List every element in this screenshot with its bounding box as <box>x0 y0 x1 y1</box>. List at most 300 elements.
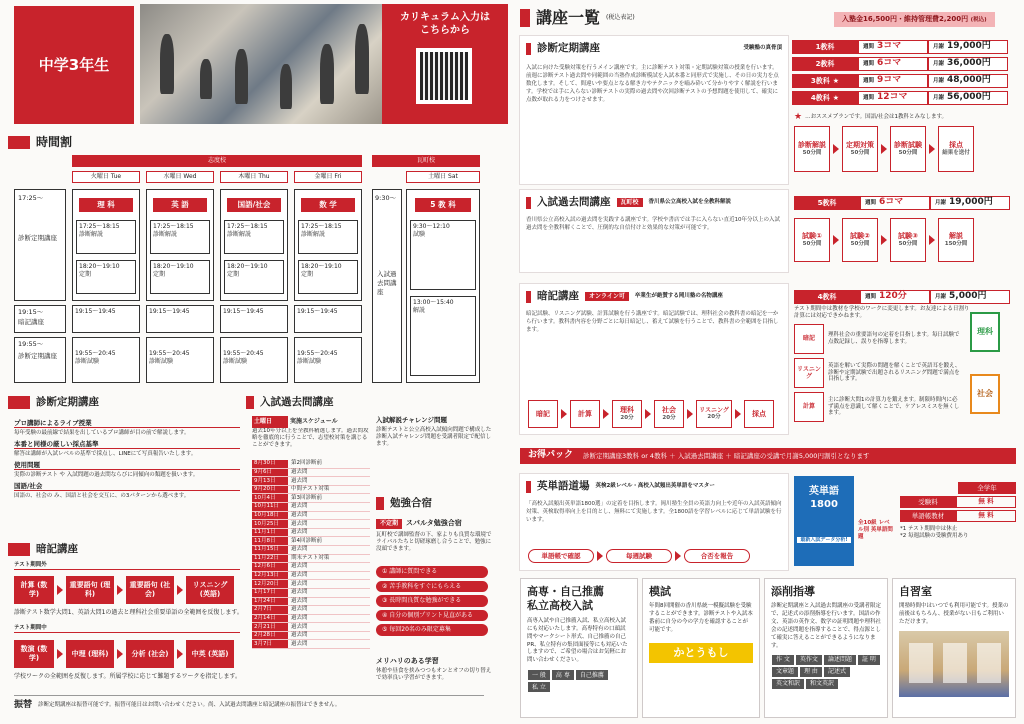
memo-side-label: 暗記 <box>794 324 824 354</box>
hero <box>0 0 512 128</box>
memo-cell-thu: 19:15〜19:45 <box>220 305 288 333</box>
cell-sub: 解説 <box>413 306 426 314</box>
schedule-item: 過去問 <box>291 563 308 570</box>
book-sub: 最新入試データ分析! <box>797 537 851 543</box>
schedule-row <box>252 640 370 649</box>
diag-items <box>14 416 240 534</box>
card-pill: 高 専 <box>552 670 574 680</box>
card-mock <box>642 578 760 718</box>
memo-during-note: 学校ワークの全範囲を反復します。所属学校に応じて難題するワークを指定します。 <box>14 673 242 680</box>
cell-time: 17:25〜18:15 <box>301 223 342 230</box>
schedule-item: 過去問 <box>291 589 308 596</box>
eng-note: *1 テスト期間中は休止 <box>900 526 958 533</box>
day-tue: 火曜日 Tue <box>72 171 140 183</box>
schedule-date: 9月13日 <box>252 477 288 485</box>
card-selfstudy <box>892 578 1016 718</box>
diag-prices <box>792 40 1014 108</box>
month-label: 月謝 <box>933 43 945 50</box>
schedule-row <box>252 623 370 632</box>
flow-step: 採点 <box>949 141 963 150</box>
card-title: 模試 <box>649 585 671 598</box>
eng-table-label: 受験料 <box>900 496 956 508</box>
mock-logo: かとうもし <box>649 643 753 663</box>
thu-block <box>220 189 288 301</box>
cell-time: 18:20〜19:10 <box>227 263 268 270</box>
recommend-note: ★ …おススメプランです。国語/社会は1教科とみなします。 <box>794 112 948 122</box>
pack-text: 診断定期講座3教科 or 4教科 ＋ 入試過去問講座 ＋ 暗記講座の受講で月謝5,000円割引となります <box>583 451 870 460</box>
cell-time: 19:55〜20:45 <box>75 350 116 357</box>
cell-time: 17:25〜18:15 <box>153 223 194 230</box>
schedule-date: 12月6日 <box>252 563 288 571</box>
month-label: 月謝 <box>933 60 945 67</box>
swap-text: 診断定期講座は振替可能です。振替可能日はお問い合わせください。尚、入試過去問講座と暗記講座の振替はできません。 <box>38 702 341 709</box>
memo-course-tag: オンライン可 <box>585 292 629 302</box>
memo-heading <box>8 543 78 556</box>
schedule-date: 10月4日 <box>252 494 288 502</box>
schedule-date: 10月18日 <box>252 512 288 520</box>
flow-sub: 20分 <box>707 414 721 421</box>
schedule-date: 2月14日 <box>252 615 288 623</box>
camp-heading <box>376 497 432 510</box>
timetable-heading <box>8 135 72 150</box>
diag-course-desc: 入試に向けた受験対策を行うメイン講座です。主に診断テスト対策・定期試験対策の授業を行います。前週に診断テスト過去問や同範囲の当塾作成診断模試を入試本番と同形式で実施し、その日の実力を点数化します。そして、間違いや要点となる解き方やテクニックを嚙み砕いて分かりやすく解説を行います。学校では手に入らない診断テストの実際の過去問や次回診断テストの予想問題を使用して、確実に点数が取れる力をつけさせます。 <box>526 65 779 103</box>
card-title: 自習室 <box>899 585 932 598</box>
memo-outside-note: 診断テスト数学大問1、英語大問1の過去と理科社会重要単語の全範囲を反復します。 <box>14 609 243 616</box>
eng-note: *2 毎週試験の受験費用あり <box>900 533 969 540</box>
past-heading <box>246 396 334 409</box>
diag-flow <box>794 126 974 172</box>
flow-step: 解説 <box>949 232 963 241</box>
subject-english: 英 語 <box>153 198 207 212</box>
meri-text: 休憩や昼食を挟みつつもオンとオフの切り替えで効率良い学習ができます。 <box>376 667 492 681</box>
schedule-row <box>252 529 370 538</box>
day-sat: 土曜日 Sat <box>406 171 480 183</box>
diag-item-head: プロ講師によるライブ授業 <box>14 419 92 427</box>
memo-cell-fri: 19:15〜19:45 <box>294 305 362 333</box>
month-label: 月謝 <box>935 293 947 300</box>
diag-course-title: 診断定期講座 <box>537 42 600 54</box>
schedule-item: 過去問 <box>291 580 308 587</box>
flow-sub: 150分間 <box>944 240 968 247</box>
eng-table-value: 無 料 <box>956 510 1016 522</box>
memo-outside-label: テスト期間外 <box>14 562 240 570</box>
price-fee: 19,000円 <box>947 41 991 52</box>
flow-sub: 50分間 <box>802 149 822 156</box>
schedule-row <box>252 615 370 624</box>
right-page <box>512 0 1024 724</box>
cell-time: 19:55〜20:45 <box>149 350 190 357</box>
flow-step: 計算 (数学) <box>14 576 54 604</box>
camp-point: ② 苦手教科をすぐにもらえる <box>376 581 488 593</box>
study-room-photo <box>899 631 1009 697</box>
wed-block <box>146 189 214 301</box>
sat-name: 入試過去問講座 <box>377 270 397 297</box>
challenge-title: 入試解説チャレンジ問題 <box>376 416 447 424</box>
cell-sub: 診断解説 <box>301 230 326 238</box>
sat-label <box>372 189 402 383</box>
row-diag-time: 17:25〜 <box>18 194 44 202</box>
card-pill: 作 文 <box>772 655 794 665</box>
schedule-item: 過去問 <box>291 503 308 510</box>
flow-step: 社会 <box>662 406 676 415</box>
schedule-date: 11月22日 <box>252 555 288 563</box>
eng-table-label: 単語帳教材 <box>900 510 956 522</box>
flow-step: 数演 (数学) <box>14 640 54 668</box>
grade-label: 中学3年生 <box>14 6 134 124</box>
row-memo-name: 暗記講座 <box>18 318 44 326</box>
camp-tagline <box>376 519 462 529</box>
timetable-title: 時間割 <box>36 135 73 149</box>
schedule-date: 10月25日 <box>252 520 288 528</box>
curriculum-line1: カリキュラム入力は <box>400 12 490 23</box>
sat-block <box>406 189 480 383</box>
subject-math: 数 学 <box>301 198 355 212</box>
row-memo <box>14 305 66 333</box>
tue-block <box>72 189 140 301</box>
price-fee: 19,000円 <box>949 197 993 208</box>
diag-course-sub: 受験塾の真骨頂 <box>743 45 782 52</box>
diag-item-text: 実際の診断テスト や 入試問題の過去問ならびに同傾向の類題を扱います。 <box>14 469 240 479</box>
price-row <box>792 91 1014 105</box>
camp-tag: 不定期 <box>376 519 402 529</box>
cell-sub: 診断試験 <box>149 357 174 365</box>
memo-side-text: 英語を解いて実際の問題を解くことで英語耳を鍛え、診断や定期試験で出題されるリスニング問題で満点を目指します。 <box>828 362 961 383</box>
price-subjects: 4教科 <box>794 290 860 304</box>
cell-time: 17:25〜18:15 <box>227 223 268 230</box>
cell-time: 9:30〜12:10 <box>413 223 450 230</box>
memo-course-desc: 暗記試験、リスニング試験、計算試験を行う講座です。暗記試験では、理科社会の教科書の暗記を一から行います。教科書内容を分野ごとに毎日暗記し、蓄えて試験を行うことで、教科書の全範囲を目指します。 <box>526 311 779 334</box>
schedule-item: 第3回診断前 <box>291 494 322 501</box>
schedule-row <box>252 486 370 495</box>
flow-step: 理科 <box>620 406 634 415</box>
flow-step: 単語帳で確認 <box>528 549 594 563</box>
schedule-item: 過去問 <box>291 546 308 553</box>
star-icon: ★ <box>832 93 840 102</box>
schedule-date: 2月21日 <box>252 623 288 631</box>
flow-step: 毎週試験 <box>606 549 672 563</box>
diag-item-text: 国語の、社会の み、国語と社会を交互に、の3パターンから選べます。 <box>14 490 240 500</box>
schedule-row <box>252 606 370 615</box>
eng-book-cover <box>794 476 854 566</box>
memo-price <box>794 290 1010 304</box>
memo-side-item <box>794 324 962 354</box>
schedule-item: 過去問 <box>291 623 308 630</box>
cell-sub: 定期 <box>227 270 240 278</box>
fee-text: 入塾金16,500円・維持管理費2,200円 <box>842 15 969 23</box>
schedule-row <box>252 598 370 607</box>
price-fee: 36,000円 <box>947 58 991 69</box>
week-label: 週間 <box>863 94 875 101</box>
past-course <box>520 190 788 272</box>
schedule-item: 過去問 <box>291 520 308 527</box>
diag-item-head: 国語/社会 <box>14 482 43 490</box>
sat-time: 9:30〜 <box>375 194 397 202</box>
past-flow <box>794 218 974 262</box>
eng-flow <box>528 549 750 563</box>
subject-japanese-social: 国語/社会 <box>227 198 281 212</box>
eng-desc: 「高校入試頻出英単語1800選」の定着を目指します。岡川塾生全員の英語力向上や近年の入試英語傾向対策、英検取得率向上を目的とし、無料にて実施します。全1800語を学習レベルに応じて単語試験を行います。 <box>526 501 782 524</box>
card-kosen <box>520 578 638 718</box>
schedule-date: 8月30日 <box>252 460 288 468</box>
price-fee: 5,000円 <box>949 291 987 302</box>
camp-meri <box>376 657 494 682</box>
courses-note: (税込表記) <box>606 14 635 22</box>
schedule-date: 9月20日 <box>252 486 288 494</box>
pack-banner <box>520 448 1016 464</box>
card-pill: 文章題 <box>772 667 798 677</box>
price-koma: 6コマ <box>879 197 904 208</box>
past-course-sub: 香川県公立高校入試を全教科解説 <box>648 199 732 206</box>
schedule-item: 過去問 <box>291 632 308 639</box>
eng-fee-table <box>900 482 1016 540</box>
curriculum-line2: こちらから <box>420 24 470 36</box>
schedule-row <box>252 580 370 589</box>
school-a: 志度校 <box>72 155 362 167</box>
col-sat: 土曜日 <box>252 416 288 428</box>
card-text: 年間8回開催の香川県統一模擬試験を受験することができます。診断テストや入試本番前に自分の今の学力を確認することが可能です。 <box>649 603 753 634</box>
past-title: 入試過去問講座 <box>260 396 334 408</box>
card-pill: 自己推薦 <box>576 670 608 680</box>
cell-sub: 定期 <box>153 270 166 278</box>
eng-table-value: 無 料 <box>956 496 1016 508</box>
schedule-item: 期末テスト対策 <box>291 554 330 561</box>
schedule-date: 2月7日 <box>252 606 288 614</box>
schedule-item: 過去問 <box>291 597 308 604</box>
schedule-date: 12月13日 <box>252 572 288 580</box>
row-diag <box>14 189 66 301</box>
card-text: 開塾時間中はいつでも利用可能です。授業の前後はもちろん、授業がない日もご利用いただけます。 <box>899 603 1009 626</box>
schedule-row <box>252 572 370 581</box>
qr-code[interactable] <box>416 48 472 104</box>
timetable <box>14 153 484 387</box>
cell-time: 18:20〜19:10 <box>153 263 194 270</box>
eng-table-head: 全学年 <box>958 482 1016 494</box>
cell-sub: 診断解説 <box>153 230 178 238</box>
cell-time: 17:25〜18:15 <box>79 223 120 230</box>
schedule-row <box>252 494 370 503</box>
diag-course <box>520 36 788 184</box>
price-fee: 48,000円 <box>947 75 991 86</box>
courses-heading <box>520 8 635 28</box>
flow-step: 中理 (理科) <box>66 640 114 668</box>
flow-step: 重要語句 (社会) <box>126 576 174 604</box>
memo-during-flow <box>14 640 234 668</box>
camp-points <box>376 566 488 639</box>
flow-sub: 50分間 <box>898 240 918 247</box>
card-text: 診断定期講座と入試過去問講座の受講者限定で、記述式の添削指導を行います。国語の作文、英語の英作文、数学の証明問題や理科社会の記述問題を指導することで、得点源として確実に答えることができるようになります。 <box>771 603 882 650</box>
schedule-row <box>252 589 370 598</box>
price-subjects: 4教科 <box>810 93 830 102</box>
schedule-item: 過去問 <box>291 572 308 579</box>
memo-side-label: リスニング <box>794 358 824 388</box>
schedule-item: 過去問 <box>291 511 308 518</box>
price-subjects: 3教科 <box>810 76 830 85</box>
subject-science: 理 科 <box>79 198 133 212</box>
price-subjects: 5教科 <box>794 196 860 210</box>
schedule-row <box>252 503 370 512</box>
eng-sub: 英検2級レベル・高校入試頻出英単語をマスター <box>595 483 715 490</box>
memo-course-sub: 卒業生が絶賛する岡川塾の名物講座 <box>634 293 723 300</box>
memo-side-text: 主に診断大問1の計算力を鍛えます。制限時間内に必ず満点を意識して解くことで、ケアレスミスを無くします。 <box>828 396 960 417</box>
flow-sub: 50分間 <box>850 240 870 247</box>
cell-sub: 試験 <box>413 230 426 238</box>
schedule-item: 過去問 <box>291 529 308 536</box>
schedule-item: 過去問 <box>291 477 308 484</box>
memo-side-text: 理科社会の重要語句の定着を目指します。毎日試験で点数記録し、誤りを指導します。 <box>828 332 960 345</box>
flow-step: 分析 (社会) <box>126 640 174 668</box>
camp-point: ⑤ 毎回20名のみ限定募集 <box>376 624 488 636</box>
flow-step: 診断試験 <box>894 141 922 150</box>
memo-side-item <box>794 392 962 422</box>
schedule-row <box>252 477 370 486</box>
flow-sub: 50分間 <box>802 240 822 247</box>
diag2-fri <box>294 337 362 383</box>
eng-cover-note: 全10級 レベル別 英単語問題 <box>858 520 893 540</box>
price-row <box>792 57 1014 71</box>
day-fri: 金曜日 Fri <box>294 171 362 183</box>
flow-step: 試験① <box>802 232 822 241</box>
price-subjects: 2教科 <box>815 59 835 68</box>
cell-time: 13:00〜15:40 <box>413 299 454 306</box>
flow-step: 試験② <box>850 232 870 241</box>
card-pill: 英文和訳 <box>772 679 804 689</box>
price-row <box>792 74 1014 88</box>
schedule-date: 2月28日 <box>252 632 288 640</box>
pack-label: お得パック <box>528 450 574 461</box>
price-koma: 120分 <box>879 291 907 302</box>
schedule-row <box>252 520 370 529</box>
flow-step: 診断解説 <box>798 141 826 150</box>
social-book: 社会 <box>970 374 1000 414</box>
week-label: 週間 <box>863 60 875 67</box>
schedule-item: 中間テスト対策 <box>291 486 330 493</box>
fee-note: (税込) <box>970 17 987 23</box>
recommend-text: …おススメプランです。国語/社会は1教科とみなします。 <box>805 114 948 121</box>
row-diag2 <box>14 337 66 383</box>
memo-side-item <box>794 358 962 388</box>
schedule-item: 過去問 <box>291 640 308 647</box>
cell-time: 19:55〜20:45 <box>297 350 338 357</box>
memo-cell-wed: 19:15〜19:45 <box>146 305 214 333</box>
schedule-date: 1月17日 <box>252 589 288 597</box>
cell-sub: 診断解説 <box>79 230 104 238</box>
past-course-desc: 香川県公立高校入試の過去問を実践する講座です。学校や書店では手に入らない直近10年分以上の入試過去問を全教科解くことで、圧倒的な自信付けと効果的な対策が可能です。 <box>526 217 781 232</box>
diag2-thu <box>220 337 288 383</box>
diag-item-head: 本番と同様の厳しい採点基準 <box>14 440 99 448</box>
memo-outside-flow <box>14 576 234 604</box>
schedule-row <box>252 469 370 478</box>
flow-sub: 50分間 <box>850 149 870 156</box>
schedule-item: 過去問 <box>291 615 308 622</box>
swap-notice <box>14 695 484 711</box>
memo-side <box>794 324 962 426</box>
diag-item-head: 使用問題 <box>14 461 40 469</box>
book-title: 英単語 1800 <box>809 486 839 510</box>
week-label: 週間 <box>863 77 875 84</box>
diag2-tue <box>72 337 140 383</box>
cell-sub: 定期 <box>301 270 314 278</box>
cell-time: 18:20〜19:10 <box>79 263 120 270</box>
schedule-date: 11月8日 <box>252 537 288 545</box>
flow-sub: 結果を送付 <box>942 149 970 156</box>
camp-point: ④ 自分の個別プリント見直がある <box>376 610 488 622</box>
card-pill: 論述問題 <box>824 655 856 665</box>
cell-sub: 定期 <box>79 270 92 278</box>
past-sched-head <box>252 416 370 428</box>
price-koma: 3コマ <box>877 41 902 52</box>
flow-step: 試験③ <box>898 232 918 241</box>
meri-title: メリハリのある学習 <box>376 657 439 665</box>
star-icon: ★ <box>832 76 840 85</box>
fee-banner <box>834 12 995 27</box>
cell-sub: 診断試験 <box>75 357 100 365</box>
schedule-row <box>252 460 370 469</box>
past-course-title: 入試過去問講座 <box>537 196 611 208</box>
memo-title: 暗記講座 <box>36 543 78 555</box>
week-label: 週間 <box>863 43 875 50</box>
classroom-photo <box>140 4 382 124</box>
card-title: 添削指導 <box>771 585 815 598</box>
schedule-item: 第2回診断前 <box>291 460 322 467</box>
memo-cell-tue: 19:15〜19:45 <box>72 305 140 333</box>
camp-point: ① 講師に質問できる <box>376 566 488 578</box>
eng-title: 英単語道場 <box>537 480 590 492</box>
cell-sub: 診断解説 <box>227 230 252 238</box>
flow-step: 中英 (英語) <box>186 640 234 668</box>
card-pill: 証 明 <box>858 655 880 665</box>
flow-sub: 20分 <box>662 414 676 421</box>
schedule-row <box>252 555 370 564</box>
science-book: 理科 <box>970 312 1000 352</box>
cell-time: 18:20〜19:10 <box>301 263 342 270</box>
flow-sub: 20分 <box>620 414 634 421</box>
flow-step: リスニング (英語) <box>186 576 234 604</box>
card-text: 高専入試や自己推薦入試、私立高校入試にも対応いたします。高専特有の口頭試問やマークシート形式、自己推薦の自己PR、私立特有の集団面接等にも対応いたしますので、ご希望の場合はお気軽にお問い合わせください。 <box>527 617 628 664</box>
cell-time: 19:55〜20:45 <box>223 350 264 357</box>
diag-heading <box>8 396 99 409</box>
week-label: 週間 <box>865 293 877 300</box>
schedule-row <box>252 632 370 641</box>
schedule-row <box>252 537 370 546</box>
schedule-date: 11月1日 <box>252 529 288 537</box>
schedule-row <box>252 563 370 572</box>
card-pill: 理 由 <box>800 667 822 677</box>
challenge <box>376 416 494 448</box>
flow-step: リスニング <box>699 406 729 414</box>
flow-sub: 50分間 <box>898 149 918 156</box>
memo-test-note: テスト期間中は教材を学校のワークに変更します。お友達による日割り計算には対応できかねます。 <box>794 306 970 319</box>
schedule-item: 過去問 <box>291 606 308 613</box>
price-koma: 12コマ <box>877 92 908 103</box>
past-schedule <box>252 460 370 688</box>
past-intro: 過去10年分以上を全教科精選します。過去問攻略を徹底的に行うことで、志望校対策を講じることができます。 <box>252 428 369 448</box>
camp-name: スパルタ勉強合宿 <box>406 519 462 528</box>
card-pill: 私 立 <box>528 682 550 692</box>
diag2-wed <box>146 337 214 383</box>
flow-step: 重要語句 (理科) <box>66 576 114 604</box>
month-label: 月謝 <box>933 77 945 84</box>
flow-step: 計算 <box>578 409 592 418</box>
schedule-date: 12月20日 <box>252 580 288 588</box>
schedule-date: 10月11日 <box>252 503 288 511</box>
school-b: 瓦町校 <box>372 155 480 167</box>
camp-point: ③ 長時間良質な勉強ができる <box>376 595 488 607</box>
past-price <box>794 196 1010 210</box>
day-wed: 水曜日 Wed <box>146 171 214 183</box>
schedule-item: 第4回診断前 <box>291 537 322 544</box>
card-pill: 一 般 <box>528 670 550 680</box>
row-memo-time: 19:15〜 <box>18 308 44 316</box>
